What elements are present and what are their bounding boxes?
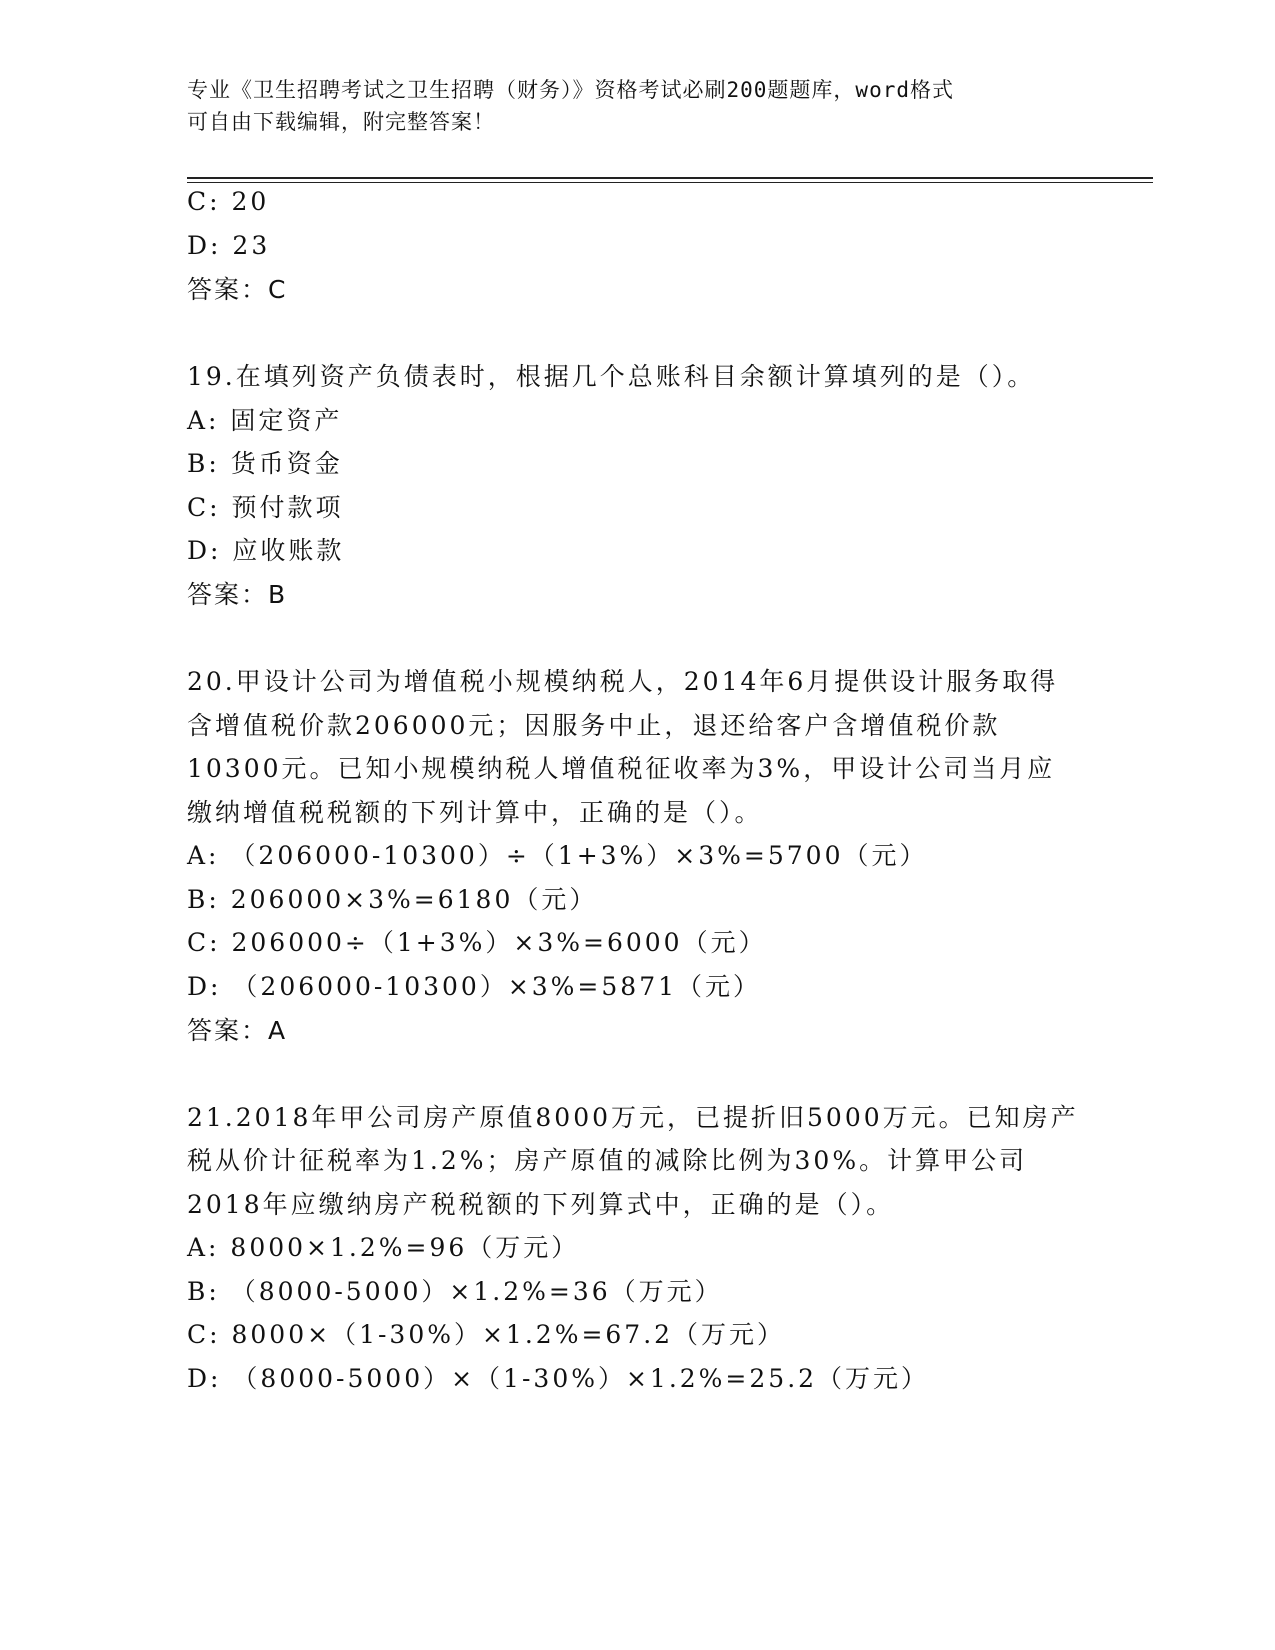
q21-option-b: B: （8000-5000）×1.2%=36（万元） [187, 1277, 723, 1306]
q21-option-d: D: （8000-5000）×（1-30%）×1.2%=25.2（万元） [187, 1364, 930, 1393]
document-header [187, 74, 1087, 138]
header-title-line-2: 可自由下载编辑，附完整答案！ [187, 110, 495, 134]
q20-stem-line-3: 10300元。已知小规模纳税人增值税征收率为3%，甲设计公司当月应 [187, 754, 1056, 783]
q19-option-b: B: 货币资金 [187, 449, 343, 478]
q20-answer: 答案：A [187, 1016, 288, 1045]
q21-stem-line-2: 税从价计征税率为1.2%；房产原值的减除比例为30%。计算甲公司 [187, 1146, 1028, 1175]
q18-option-c: C: 20 [187, 187, 270, 216]
q21-option-a: A: 8000×1.2%=96（万元） [187, 1233, 580, 1262]
q20-stem-line-1: 20.甲设计公司为增值税小规模纳税人，2014年6月提供设计服务取得 [187, 667, 1059, 696]
q19-option-c: C: 预付款项 [187, 493, 344, 522]
q19-option-d: D: 应收账款 [187, 536, 345, 565]
q20-stem-line-4: 缴纳增值税税额的下列计算中，正确的是（）。 [187, 798, 763, 827]
q21-stem-line-1: 21.2018年甲公司房产原值8000万元，已提折旧5000万元。已知房产 [187, 1103, 1079, 1132]
q18-answer: 答案：C [187, 275, 288, 304]
header-divider-thin [187, 182, 1153, 183]
q20-option-a: A: （206000-10300）÷（1+3%）×3%=5700（元） [187, 841, 928, 870]
q20-option-b: B: 206000×3%=6180（元） [187, 885, 598, 914]
q19-answer: 答案：B [187, 580, 288, 609]
header-title-line-1: 专业《卫生招聘考试之卫生招聘（财务）》资格考试必刷200题题库，word格式 [187, 78, 954, 102]
q21-stem-line-3: 2018年应缴纳房产税税额的下列算式中，正确的是（）。 [187, 1190, 895, 1219]
q20-stem-line-2: 含增值税价款206000元；因服务中止，退还给客户含增值税价款 [187, 711, 1001, 740]
q20-option-c: C: 206000÷（1+3%）×3%=6000（元） [187, 928, 767, 957]
q18-option-d: D: 23 [187, 231, 271, 260]
header-divider-thick [187, 177, 1153, 179]
q20-option-d: D: （206000-10300）×3%=5871（元） [187, 972, 762, 1001]
q21-option-c: C: 8000×（1-30%）×1.2%=67.2（万元） [187, 1320, 786, 1349]
q19-stem: 19.在填列资产负债表时，根据几个总账科目余额计算填列的是（）。 [187, 362, 1036, 391]
q19-option-a: A: 固定资产 [187, 406, 343, 435]
